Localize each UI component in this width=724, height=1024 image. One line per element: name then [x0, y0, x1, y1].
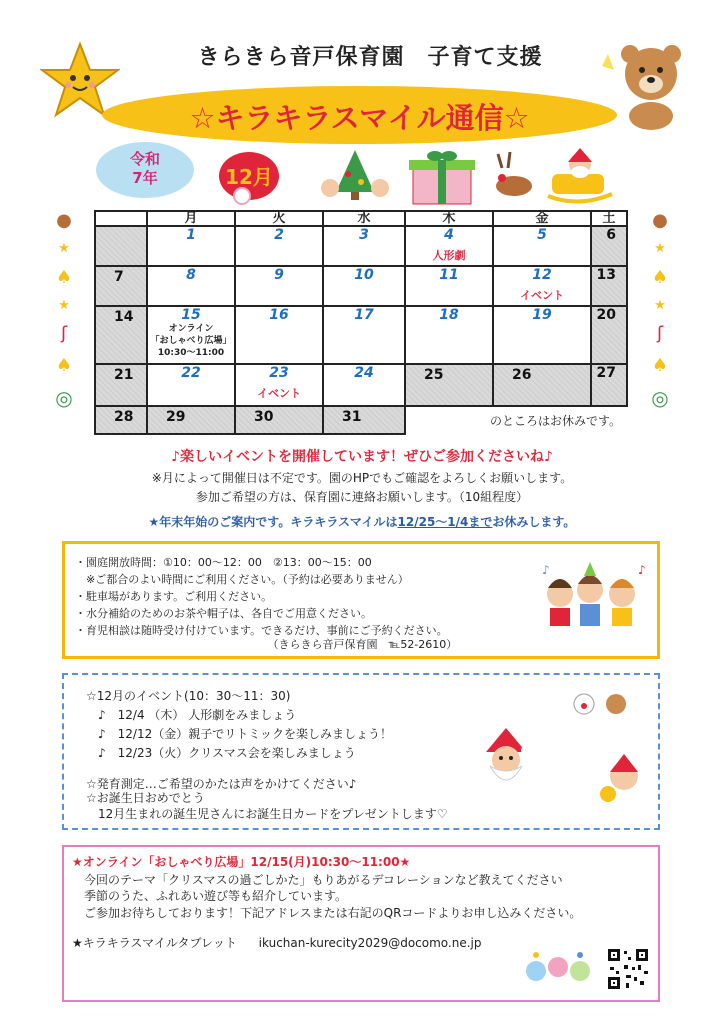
svg-text:♪: ♪ — [638, 563, 646, 577]
day-number: 17 — [354, 307, 374, 323]
online-heading: ★オンライン「おしゃべり広場」12/15(月)10:30～11:00★ — [72, 855, 411, 869]
santa-face-icon — [476, 724, 536, 794]
calendar-day-cell — [323, 226, 405, 266]
day-number: 20 — [596, 307, 616, 323]
events-line: ♪ 12/4 （木） 人形劇をみましょう — [86, 708, 297, 722]
info-line: ※ご都合のよい時間にご利用ください。（予約は必要ありません） — [75, 573, 409, 586]
calendar-day-cell — [147, 364, 235, 406]
day-number: 31 — [342, 409, 362, 425]
bell-icon: ♠ — [55, 266, 73, 288]
star-icon: ★ — [654, 241, 666, 257]
calendar-day-cell — [405, 266, 493, 306]
gingerbread-icon: ● — [56, 210, 72, 231]
calendar-day-cell — [493, 226, 591, 266]
day-number: 12 — [532, 267, 552, 283]
christmas-tree-kids-icon — [318, 148, 392, 208]
calendar-day-cell — [591, 364, 627, 406]
santa-sleigh-icon — [488, 148, 618, 208]
online-event-note: 「おしゃべり広場」 — [150, 336, 232, 346]
holiday-notice-pre: ★年末年始のご案内です。キラキラスマイルは — [148, 515, 398, 529]
era-year: 7年 — [132, 169, 158, 187]
event-invitation: ♪楽しいイベントを開催しています！ぜひご参加くださいね♪ — [171, 449, 553, 465]
day-number: 29 — [166, 409, 186, 425]
calendar-day-cell — [235, 406, 323, 434]
day-number: 30 — [254, 409, 274, 425]
day-number: 21 — [114, 367, 134, 383]
calendar-week-row — [95, 306, 627, 364]
calendar-day-cell — [591, 306, 627, 364]
candy-cane-icon: ʃ — [656, 323, 664, 345]
calendar-day-cell — [323, 406, 405, 434]
left-ornament-column — [52, 210, 76, 410]
day-number: 9 — [274, 267, 284, 283]
wreath-icon: ◎ — [55, 385, 73, 410]
right-ornament-column — [648, 210, 672, 410]
weekday-header: 金 — [493, 211, 591, 226]
calendar-week-row — [95, 364, 627, 406]
star-icon: ★ — [654, 297, 666, 313]
day-number: 23 — [269, 365, 289, 381]
day-number: 1 — [186, 227, 196, 243]
calendar-day-cell — [95, 306, 147, 364]
event-label: イベント — [520, 289, 564, 302]
calendar-day-cell — [95, 364, 147, 406]
month-badge-icon — [212, 148, 286, 208]
events-line: ♪ 12/12（金）親子でリトミックを楽しみましょう！ — [86, 727, 393, 741]
calendar-day-cell — [147, 266, 235, 306]
day-number: 28 — [114, 409, 134, 425]
online-event-note: 10:30～11:00 — [157, 348, 225, 358]
info-line: （きらきら音戸保育園 ℡52-2610） — [75, 638, 458, 651]
event-label: 人形劇 — [432, 249, 466, 262]
contact-line — [72, 934, 482, 951]
calendar-day-cell — [323, 266, 405, 306]
day-number: 4 — [444, 227, 454, 243]
calendar-day-cell — [235, 364, 323, 406]
day-number: 22 — [181, 365, 201, 381]
gift-box-icon — [405, 148, 479, 208]
santa-and-animals-icon — [524, 690, 644, 810]
contact-label: ★キラキラスマイルタブレット — [72, 936, 237, 950]
day-number: 16 — [269, 307, 289, 323]
calendar-day-cell — [235, 306, 323, 364]
day-number: 7 — [114, 269, 124, 285]
day-number: 11 — [439, 267, 459, 283]
qr-code-icon[interactable] — [606, 947, 650, 991]
day-number: 24 — [354, 365, 374, 381]
holiday-period: 12/25～1/4まで — [397, 515, 493, 529]
calendar-day-cell — [405, 364, 493, 406]
page-title: きらきら音戸保育園 子育て支援 — [197, 45, 543, 70]
day-number: 2 — [274, 227, 284, 243]
era-name: 令和 — [129, 150, 160, 168]
online-event-note: オンライン — [168, 324, 214, 334]
calendar-day-cell — [147, 226, 235, 266]
weekday-header — [95, 211, 147, 226]
weekday-header: 月 — [147, 211, 235, 226]
weekday-header: 火 — [235, 211, 323, 226]
calendar-day-cell — [591, 266, 627, 306]
closed-days-note: のところはお休みです。 — [490, 414, 622, 428]
calendar-table — [94, 210, 628, 435]
wreath-icon: ◎ — [651, 385, 669, 410]
calendar-day-cell — [493, 306, 591, 364]
calendar-day-cell — [147, 406, 235, 434]
newsletter-banner: ☆キラキラスマイル通信☆ — [189, 101, 530, 135]
bell-icon: ♠ — [651, 266, 669, 288]
info-line: ・育児相談は随時受け付けています。できるだけ、事前にご予約ください。 — [75, 624, 448, 637]
day-number: 27 — [596, 365, 616, 381]
calendar-day-cell — [95, 226, 147, 266]
calendar-day-cell — [95, 266, 147, 306]
calendar-day-cell — [235, 226, 323, 266]
bell-icon: ♠ — [651, 354, 669, 376]
info-line: ・園庭開放時間：①10：00～12：00 ②13：00～15：00 — [75, 556, 372, 569]
calendar-day-cell — [235, 266, 323, 306]
day-number: 15 — [181, 307, 201, 323]
events-line: ☆発育測定…ご希望のかたは声をかけてください♪ — [86, 777, 357, 791]
star-icon: ★ — [58, 241, 70, 257]
events-line: ☆12月のイベント(10：30～11：30) — [86, 689, 291, 703]
day-number: 5 — [537, 227, 547, 243]
svg-text:♪: ♪ — [542, 563, 550, 577]
online-line: 季節のうた、ふれあい遊び等も紹介しています。 — [72, 889, 348, 903]
day-number: 8 — [186, 267, 196, 283]
weekday-header: 土 — [591, 211, 627, 226]
day-number: 14 — [114, 309, 134, 325]
event-label: イベント — [257, 387, 301, 400]
events-line: 12月生まれの誕生児さんにお誕生日カードをプレゼントします♡ — [86, 807, 448, 821]
calendar-day-cell — [323, 306, 405, 364]
contact-email[interactable]: ikuchan-kurecity2029@docomo.ne.jp — [258, 936, 482, 950]
online-line: ご参加お待ちしております！下記アドレスまたは右記のQRコードよりお申し込みください。 — [72, 906, 582, 920]
calendar-header-row — [95, 211, 627, 226]
calendar-day-cell — [95, 406, 147, 434]
weekday-header: 木 — [405, 211, 493, 226]
events-line: ☆お誕生日おめでとう — [86, 791, 205, 805]
holiday-notice-post: お休みします。 — [492, 515, 576, 529]
participation-note: 参加ご希望の方は、保育園に連絡お願いします。（10組程度） — [195, 490, 529, 504]
gingerbread-icon: ● — [652, 210, 668, 231]
month-badge-text: 12月 — [225, 165, 273, 189]
holiday-notice — [0, 513, 724, 530]
day-number: 19 — [532, 307, 552, 323]
events-line: ♪ 12/23（火）クリスマス会を楽しみましょう — [86, 746, 356, 760]
online-line: 今回のテーマ「クリスマスの過ごしかた」もりあがるデコレーションなど教えてください — [72, 873, 563, 887]
calendar-day-cell — [405, 306, 493, 364]
info-line: ・駐車場があります。ご利用ください。 — [75, 590, 273, 603]
party-kids-icon — [538, 560, 648, 630]
day-number: 13 — [596, 267, 616, 283]
day-number: 3 — [359, 227, 369, 243]
calendar-day-cell — [493, 266, 591, 306]
calendar-day-cell — [591, 226, 627, 266]
era-badge — [96, 142, 194, 198]
day-number: 26 — [512, 367, 532, 383]
bell-icon: ♠ — [55, 354, 73, 376]
day-number: 25 — [424, 367, 444, 383]
day-number: 10 — [354, 267, 374, 283]
day-number: 6 — [606, 227, 616, 243]
animal-friends-icon — [520, 945, 600, 990]
schedule-note: ※月によって開催日は不定です。園のHPでもご確認をよろしくお願いします。 — [151, 471, 573, 485]
calendar-week-row — [95, 266, 627, 306]
calendar-week-row — [95, 226, 627, 266]
info-line: ・水分補給のためのお茶や帽子は、各自でご用意ください。 — [75, 607, 372, 620]
calendar-day-cell — [405, 226, 493, 266]
calendar-day-cell — [147, 306, 235, 364]
star-icon: ★ — [58, 297, 70, 313]
day-number: 18 — [439, 307, 459, 323]
calendar-day-cell — [493, 364, 591, 406]
candy-cane-icon: ʃ — [60, 323, 68, 345]
weekday-header: 水 — [323, 211, 405, 226]
calendar-day-cell — [323, 364, 405, 406]
